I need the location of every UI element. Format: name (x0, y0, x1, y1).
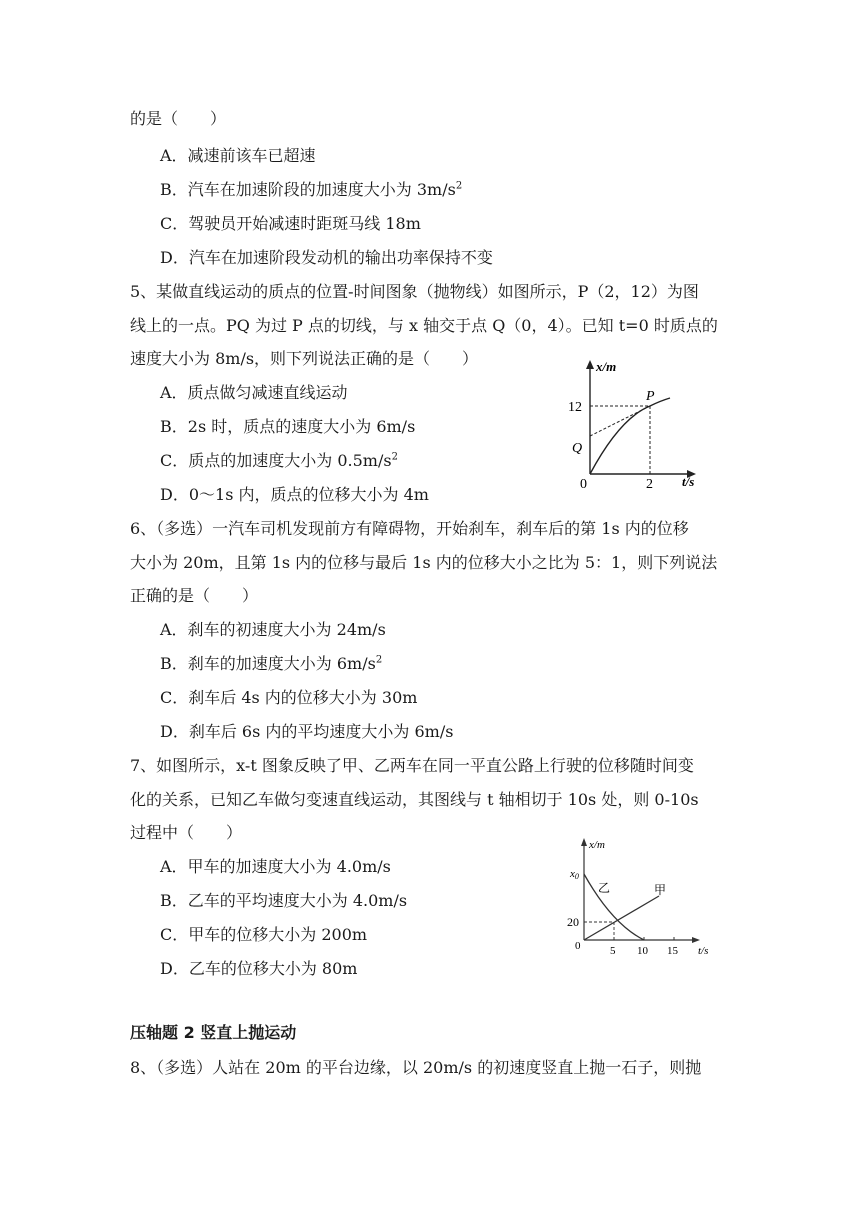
q5-option-a: A．质点做匀减速直线运动 (160, 383, 348, 402)
y-tick-12: 12 (568, 400, 582, 415)
q7-stem-2: 化的关系，已知乙车做匀变速直线运动，其图线与 t 轴相切于 10s 处，则 0-10s (130, 790, 699, 809)
superscript: 2 (455, 180, 463, 192)
point-q-label: Q (572, 441, 583, 456)
q4-option-d: D．汽车在加速阶段发动机的输出功率保持不变 (160, 248, 493, 267)
y-axis-arrow (586, 360, 594, 369)
x-axis-label: t/s (682, 474, 695, 488)
tangent-line (590, 406, 650, 436)
jia-line (584, 896, 659, 940)
q5-option-b: B．2s 时，质点的速度大小为 6m/s (160, 417, 416, 436)
q5-stem-2: 线上的一点。PQ 为过 P 点的切线，与 x 轴交于点 Q（0，4）。已知 t=0 时质点的 (130, 316, 718, 335)
q4-stem-tail: 的是（ ） (130, 109, 227, 128)
q6-stem-2: 大小为 20m，且第 1s 内的位移与最后 1s 内的位移大小之比为 5：1，则下列说法 (130, 553, 718, 572)
q6-option-d: D．刹车后 6s 内的平均速度大小为 6m/s (160, 722, 454, 741)
y-axis-arrow (581, 838, 587, 846)
q5-option-c-text: C．质点的加速度大小为 0.5m/s (160, 451, 392, 470)
q5-stem-3: 速度大小为 8m/s，则下列说法正确的是（ ） (130, 349, 479, 368)
origin-label: 0 (575, 940, 581, 952)
section-heading-2: 压轴题 2 竖直上抛运动 (130, 1023, 297, 1042)
q6-stem-3: 正确的是（ ） (130, 586, 259, 605)
label-jia: 甲 (654, 883, 667, 897)
x-axis-label: t/s (698, 945, 709, 957)
q7-option-b: B．乙车的平均速度大小为 4.0m/s (160, 891, 408, 910)
q6-option-b (160, 653, 382, 675)
q7-option-c: C．甲车的位移大小为 200m (160, 925, 368, 944)
q8-stem-1: 8、（多选）人站在 20m 的平台边缘，以 20m/s 的初速度竖直上抛一石子，则抛 (130, 1058, 702, 1077)
q4-option-c: C．驾驶员开始减速时距斑马线 18m (160, 214, 421, 233)
origin-label: 0 (580, 477, 587, 488)
y-axis-label: x/m (596, 359, 617, 374)
x-tick-2: 2 (646, 477, 653, 488)
superscript: 2 (375, 654, 383, 666)
superscript: 2 (391, 451, 398, 463)
q4-option-a: A．减速前该车已超速 (160, 146, 316, 165)
q6-option-c: C．刹车后 4s 内的位移大小为 30m (160, 688, 418, 707)
yi-curve (584, 874, 644, 940)
q4-option-b (160, 179, 462, 201)
q7-stem-3: 过程中（ ） (130, 823, 243, 842)
q6-option-b-text: B．刹车的加速度大小为 6m/s (160, 654, 376, 673)
q6-stem-1: 6、（多选）一汽车司机发现前方有障碍物，开始刹车，刹车后的第 1s 内的位移 (130, 519, 689, 538)
position-time-graph-p-q (560, 356, 710, 488)
q7-stem-1: 7、如图所示，x-t 图象反映了甲、乙两车在同一平直公路上行驶的位移随时间变 (130, 756, 694, 775)
q6-option-a: A．刹车的初速度大小为 24m/s (160, 620, 386, 639)
q5-option-c (160, 450, 398, 472)
parabola-curve (590, 398, 670, 474)
position-time-graph-jia-yi (562, 834, 722, 960)
q7-option-a: A．甲车的加速度大小为 4.0m/s (160, 857, 391, 876)
q7-option-d: D．乙车的位移大小为 80m (160, 959, 358, 978)
point-p-label: P (646, 389, 655, 404)
label-yi: 乙 (598, 881, 611, 895)
x-tick-10: 10 (637, 945, 648, 957)
x-tick-15: 15 (667, 945, 678, 957)
q5-option-d: D．0～1s 内，质点的位移大小为 4m (160, 485, 429, 504)
y-tick-20: 20 (567, 915, 579, 929)
q5-stem-1: 5、某做直线运动的质点的位置-时间图象（抛物线）如图所示，P（2，12）为图 (130, 282, 699, 301)
x-tick-5: 5 (610, 945, 616, 957)
y-tick-x0: x0 (570, 868, 579, 881)
x-axis-arrow (692, 937, 700, 943)
y-axis-label: x/m (589, 839, 605, 851)
q4-option-b-text: B．汽车在加速阶段的加速度大小为 3m/s (160, 180, 456, 199)
